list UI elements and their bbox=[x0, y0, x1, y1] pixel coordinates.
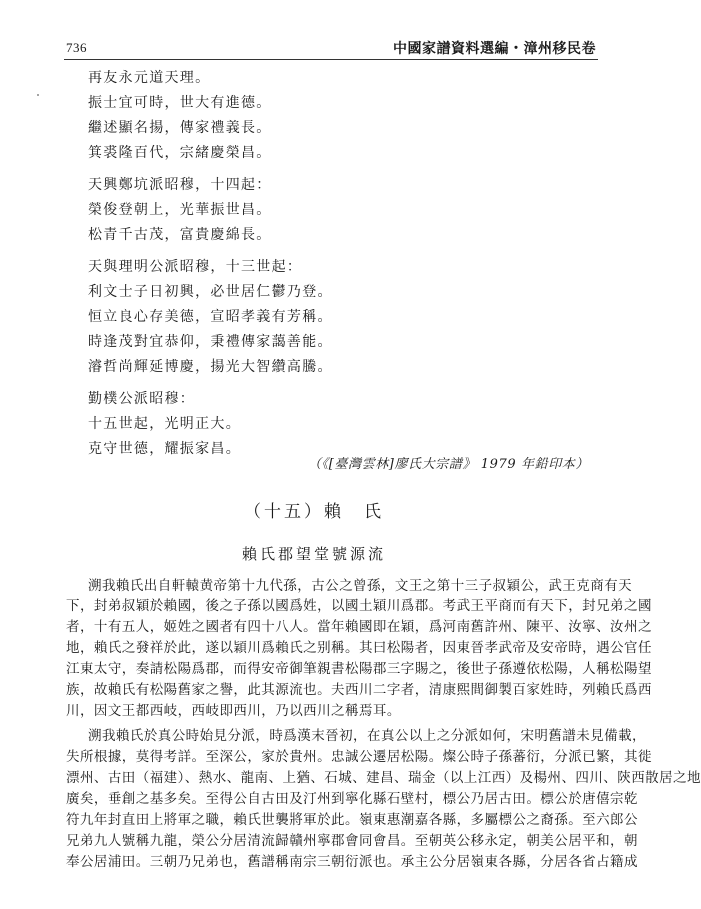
section-title: （十五）賴 氏 bbox=[244, 502, 384, 522]
verse-line: 繼述顯名揚，傳家禮義長。 bbox=[88, 120, 272, 136]
paragraph-line: 川，因文王都西岐，西岐即西川，乃以西川之稱焉耳。 bbox=[66, 703, 401, 719]
verse-line: 利文士子日初興，必世居仁鬱乃登。 bbox=[88, 284, 333, 300]
verse-line: 再友永元道天理。 bbox=[88, 70, 211, 86]
running-title: 中國家譜資料選編・漳州移民卷 bbox=[393, 41, 596, 57]
paragraph-line: 漂州、古田（福建）、熱水、龍南、上猶、石城、建昌、瑞金（以上江西）及楊州、四川、陝西散居之地 bbox=[66, 770, 701, 786]
paragraph-line: 奉公居浦田。三朝乃兄弟也，舊譜稱南宗三朝衍派也。承主公分居嶺東各縣，分居各省占籍成 bbox=[66, 854, 638, 870]
paragraph-line: 失所根據，莫得考詳。至深公，家於貴州。忠誠公遷居松陽。燦公時子孫蕃衍，分派已繁，其徙 bbox=[66, 749, 652, 765]
paragraph-line: 江東太守，奏請松陽爲郡，而得安帝御筆親書松陽郡三字賜之，後世子孫遵依松陽，人稱松陽望 bbox=[66, 661, 652, 677]
paragraph-line: 者，十有五人，姬姓之國者有四十八人。當年賴國即在穎，爲河南舊許州、陳平、汝寧、汝州之 bbox=[66, 619, 652, 635]
verse-heading: 天興鄭坑派昭穆，十四起： bbox=[88, 177, 272, 193]
header-rule bbox=[64, 59, 598, 60]
paragraph-line: 溯我賴氏於真公時始見分派，時爲漢末晉初，在真公以上之分派如何，宋明舊譜未見備載， bbox=[88, 728, 646, 744]
margin-dot bbox=[37, 94, 39, 96]
paragraph-line: 族，故賴氏有松陽舊家之譽，此其源流也。夫西川二字者，清康熙間御製百家姓時，列賴氏爲西 bbox=[66, 682, 652, 698]
verse-line: 箕裘隆百代，宗緒慶榮昌。 bbox=[88, 145, 272, 161]
paragraph-line: 兄弟九人號稱九龍，榮公分居清流歸贛州寧郡會同會昌。至朝英公移永定，朝美公居平和，朝 bbox=[66, 833, 638, 849]
verse-line: 時逢茂對宜恭仰，秉禮傳家藹善能。 bbox=[88, 334, 333, 350]
page-number: 736 bbox=[66, 40, 87, 55]
paragraph-line: 地，賴氏之發祥於此，遂以穎川爲賴氏之别稱。其曰松陽者，因東晉孝武帝及安帝時，遇公官任 bbox=[66, 640, 652, 656]
verse-heading: 天與理明公派昭穆，十三世起： bbox=[88, 259, 303, 275]
verse-line: 克守世德，耀振家昌。 bbox=[88, 441, 241, 457]
paragraph-line: 符九年封直田上將軍之職，賴氏世襲將軍於此。嶺東惠潮嘉各縣，多屬標公之裔孫。至六郎公 bbox=[66, 812, 638, 828]
source-citation: （《[臺灣雲林]廖氏大宗譜》 1979 年鉛印本） bbox=[308, 457, 589, 472]
paragraph-line: 下，封弟叔穎於賴國，後之子孫以國爲姓，以國土穎川爲郡。考武王平商而有天下，封兄弟之國 bbox=[66, 598, 652, 614]
verse-line: 振士宜可時，世大有進德。 bbox=[88, 95, 272, 111]
verse-heading: 勤樸公派昭穆： bbox=[88, 391, 196, 407]
paragraph-line: 溯我賴氏出自軒轅黄帝第十九代孫，古公之曾孫，文王之第十三子叔穎公，武王克商有天 bbox=[88, 578, 633, 594]
page-header bbox=[0, 0, 628, 60]
paragraph-line: 廣矣，垂創之基多矣。至得公自古田及汀州到寧化縣石壁村，標公乃居古田。標公於唐僖宗乾 bbox=[66, 791, 638, 807]
verse-line: 松青千古茂，富貴慶綿長。 bbox=[88, 227, 272, 243]
verse-line: 榮俊登朝上，光華振世昌。 bbox=[88, 202, 272, 218]
verse-line: 恒立良心存美德，宣昭孝義有芳稱。 bbox=[88, 309, 333, 325]
verse-line: 十五世起，光明正大。 bbox=[88, 416, 241, 432]
section-subtitle: 賴氏郡望堂號源流 bbox=[241, 545, 386, 563]
verse-line: 濬哲尚輝延博慶，揚光大智纘高騰。 bbox=[88, 359, 333, 375]
